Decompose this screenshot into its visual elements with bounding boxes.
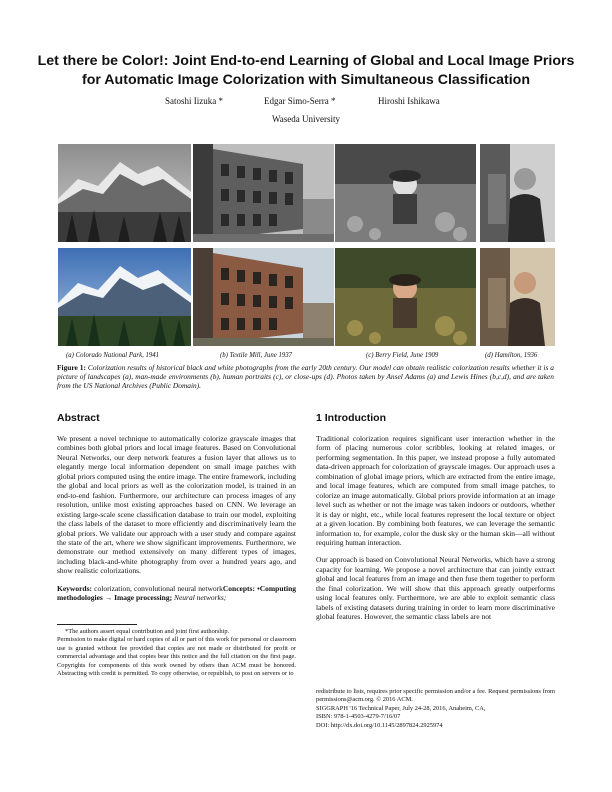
subcaption-b: (b) Textile Mill, June 1937	[220, 352, 293, 359]
photo-a-grayscale	[58, 144, 191, 242]
footnote-right	[316, 688, 555, 730]
keywords-text: colorization, convolutional neural network	[94, 583, 223, 593]
title-line-1: Let there be Color!: Joint End-to-end Learning of Global and Local Image Priors	[37, 53, 575, 69]
footnote-right-line-1: redistribute to lists, requires prior specific permission and/or a fee. Request permissions from permissions@acm.org. © 2016 ACM.	[316, 688, 555, 704]
footnote-left	[57, 628, 296, 678]
photo-b-color	[193, 248, 334, 346]
title-line-2: for Automatic Image Colorization with Simultaneous Classification	[81, 72, 530, 88]
intro-heading: 1 Introduction	[316, 412, 386, 424]
abstract-heading: Abstract	[57, 412, 100, 424]
intro-body	[316, 434, 555, 622]
footnote-permission: Permission to make digital or hard copies of all or part of this work for personal or classroom use is granted without fee provided that copies are not made or distributed for profit or commercial advantage and that copies bear this notice and the full citation on the first page. Copyrights for components of this work owned by others than ACM must be honored. Abstracting with credit is permitted. To copy otherwise, or republish, to post on servers or to	[57, 636, 296, 678]
paper-title	[0, 52, 612, 90]
photo-c-color	[335, 248, 476, 346]
footnote-right-line-4: DOI: http://dx.doi.org/10.1145/2897824.2925974	[316, 721, 443, 729]
figure-caption-label: Figure 1:	[57, 363, 86, 372]
intro-para-1: Traditional colorization requires significant user interaction whether in the form of placing numerous color scribbles, looking at related images, or performing segmentation. In this paper, we instead propose a fully automated data-driven approach for colorization of grayscale images. Our approach uses a combination of global image priors, which are extracted from the entire image, and local image features, which are computed from small image patches, to colorize an image automatically. Global priors provide information at an image level such as whether or not the image was taken indoors or outdoors, whether it is day or night, etc., while local features represent the local texture or object at a given location. By combining both features, we can leverage the semantic information to, for example, color the dusk sky or the human skin—all without requiring human interaction.	[316, 434, 555, 547]
footnote-star: *The authors assert equal contribution and joint first authorship.	[65, 628, 230, 635]
subcaption-d: (d) Hamilton, 1936	[485, 352, 538, 359]
concepts-bullet: •Computing methodologies → Image processing;	[57, 583, 296, 603]
photo-b-grayscale	[193, 144, 334, 242]
photo-a-color	[58, 248, 191, 346]
keywords-label: Keywords:	[57, 583, 92, 593]
subcaption-c: (c) Berry Field, June 1909	[366, 352, 439, 359]
abstract-body	[57, 434, 296, 603]
photo-c-grayscale	[335, 144, 476, 242]
concepts-tail: Neural networks;	[173, 593, 227, 603]
figure-caption	[57, 363, 554, 390]
keywords-line	[57, 584, 296, 603]
photo-d-grayscale	[480, 144, 555, 242]
affiliation: Waseda University	[271, 114, 340, 124]
intro-para-2: Our approach is based on Convolutional Neural Networks, which have a strong capacity for learning. We propose a novel architecture that can jointly extract global and local features from an image and then fuse them together to perform the final colorization. We will show that this approach greatly outperforms using local features only. Furthermore, we are able to exploit semantic class labels of existing datasets during training in order to learn more discriminative global features. However, the semantic class labels are not	[316, 555, 555, 622]
abstract-text: We present a novel technique to automatically colorize grayscale images that combines both global priors and local image features. Based on Convolutional Neural Networks, our deep network features a fusion layer that allows us to elegantly merge local information dependent on small image patches with global priors computed using the entire image. The entire framework, including the global and local priors as well as the colorization model, is trained in an end-to-end fashion. Furthermore, our architecture can process images of any resolution, unlike most existing approaches based on CNN. We leverage an existing large-scale scene classification database to train our model, exploiting the class labels of the dataset to more efficiently and discriminatively learn the global priors. We validate our approach with a user study and compare against the state of the art, where we show significant improvements. Furthermore, we demonstrate our method extensively on many different types of images, including black-and-white photography from over a hundred years ago, and show realistic colorizations.	[57, 434, 296, 576]
author-1: Satoshi Iizuka *	[165, 96, 223, 106]
photo-d-color	[480, 248, 555, 346]
author-3: Hiroshi Ishikawa	[378, 96, 440, 106]
footnote-right-line-2: SIGGRAPH '16 Technical Paper, July 24-28, 2016, Anaheim, CA,	[316, 704, 486, 712]
figure-caption-text: Colorization results of historical black and white photographs from the early 20th century. Our model can obtain realistic colorization results whether it is a picture of landscapes (a), man-made environments (b), human portraits (c), or close-ups (d). Photos taken by Ansel Adams (a) and Lewis Hines (b,c,d), and are taken from the US National Archives (Public Domain).	[57, 363, 554, 391]
footnote-right-line-3: ISBN: 978-1-4503-4279-7/16/07	[316, 713, 401, 721]
subcaption-a: (a) Colorado National Park, 1941	[66, 352, 160, 359]
concepts-label: Concepts:	[222, 583, 255, 593]
footnote-rule-left	[57, 624, 137, 625]
author-2: Edgar Simo-Serra *	[264, 96, 336, 106]
